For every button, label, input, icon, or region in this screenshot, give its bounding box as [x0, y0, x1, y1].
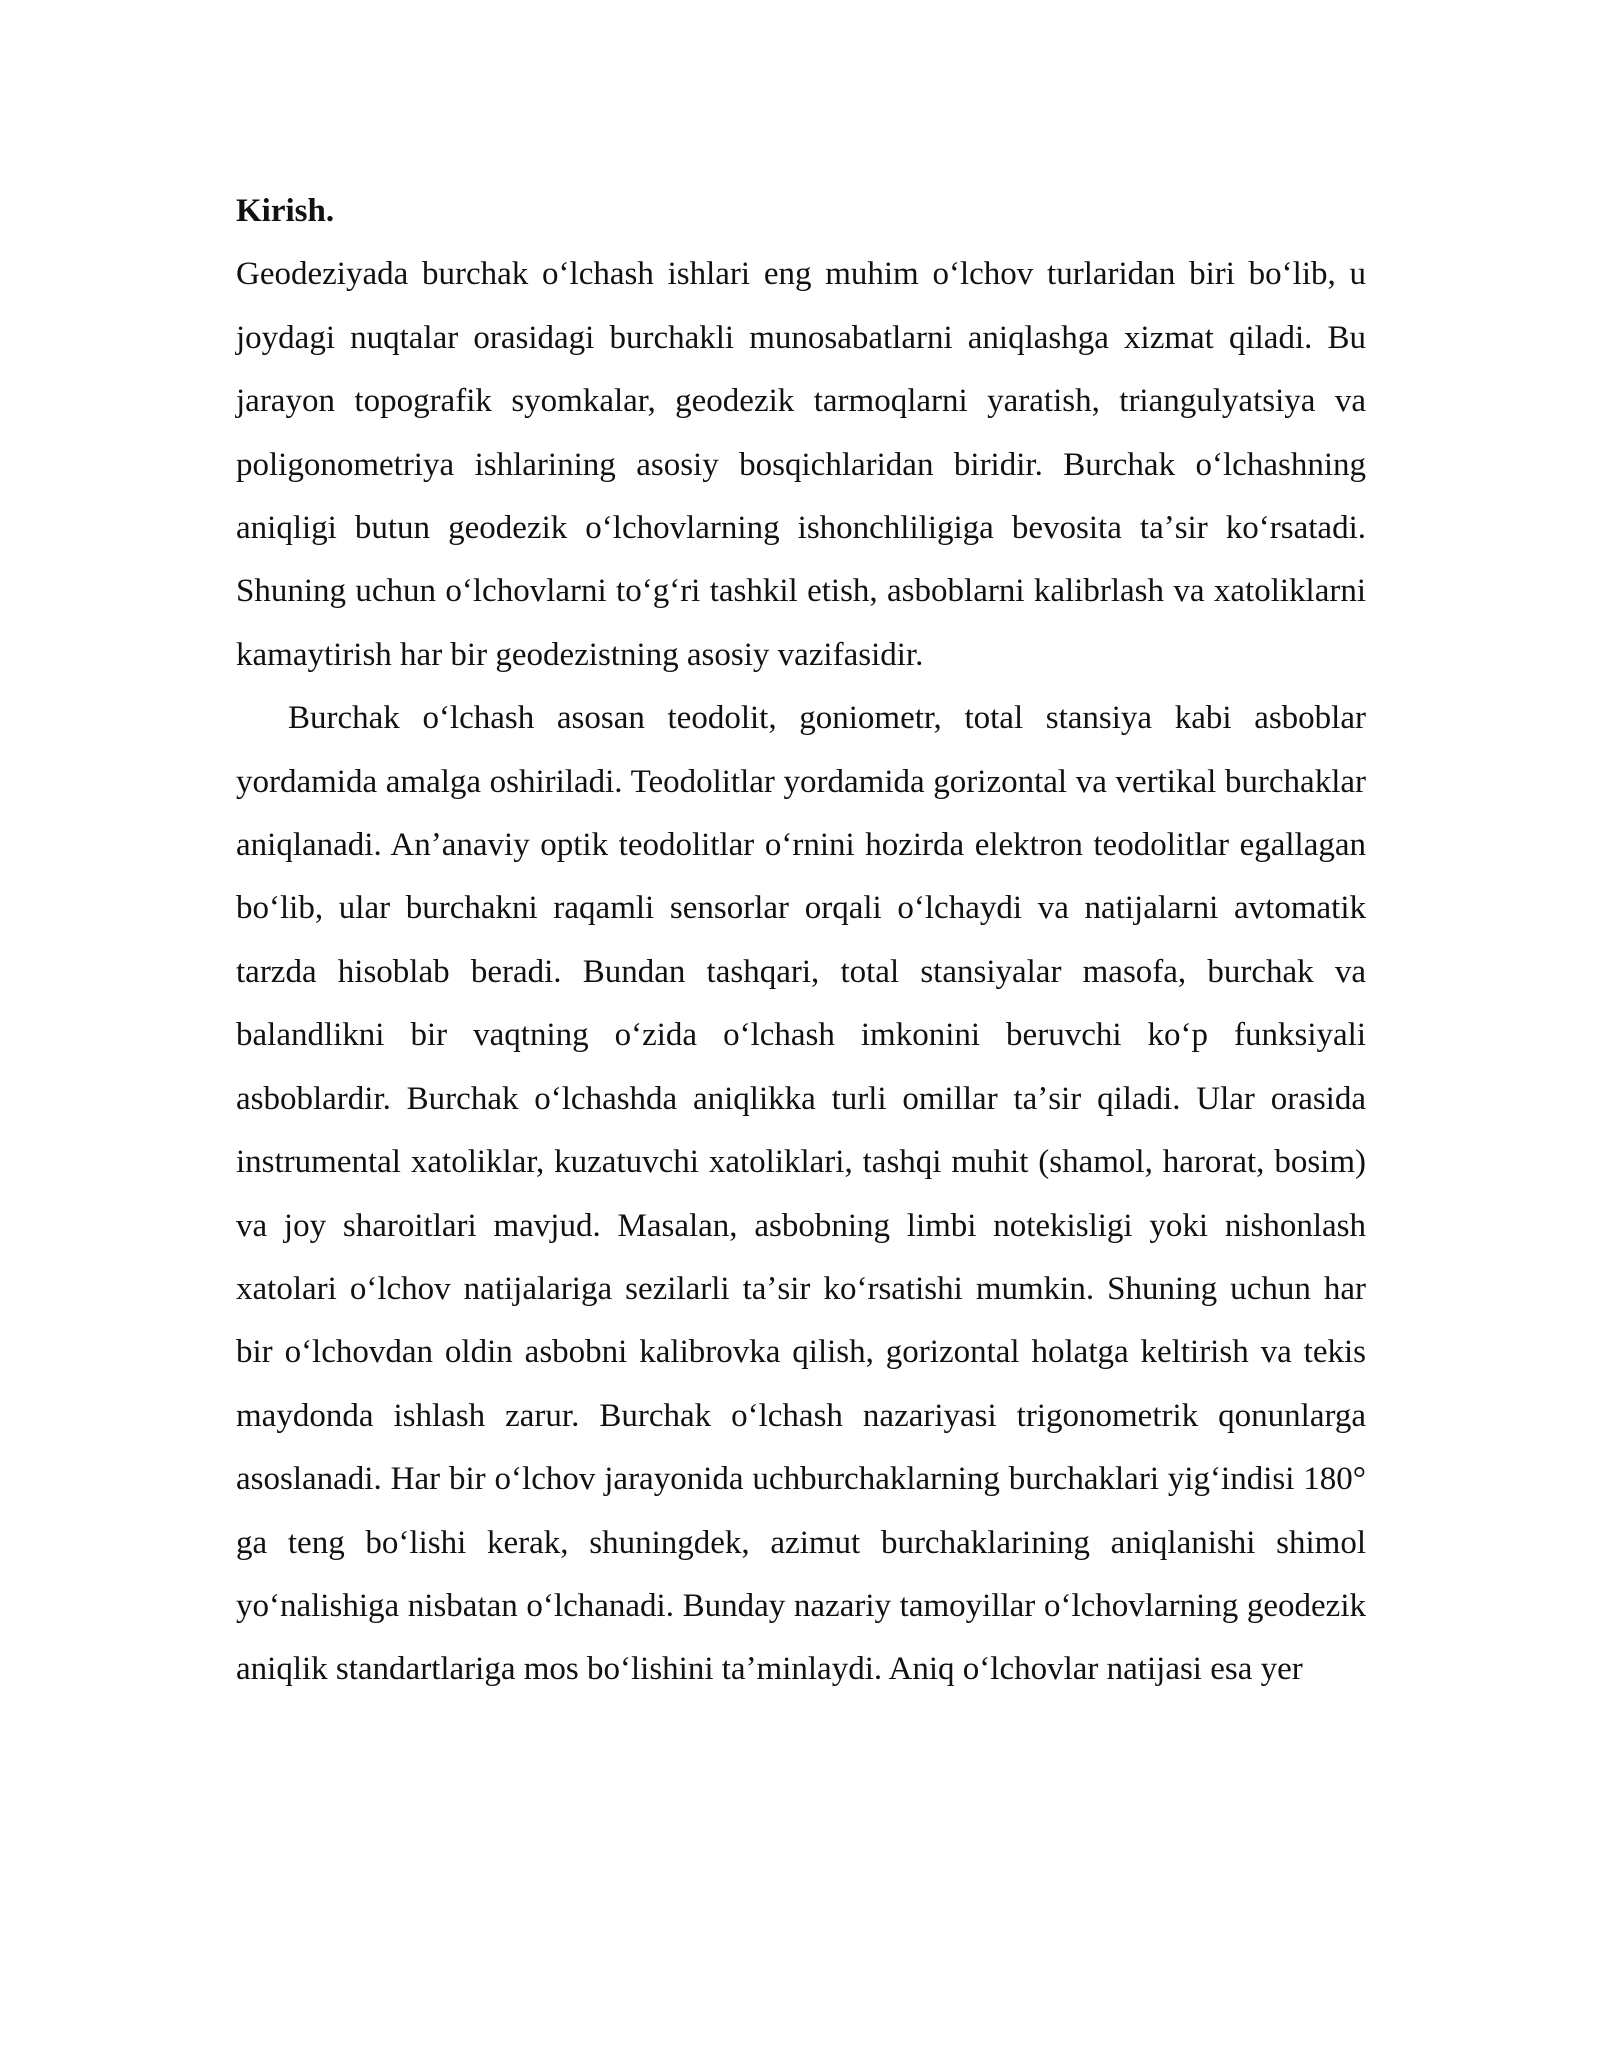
- section-heading: Kirish.: [236, 193, 335, 229]
- paragraph-instruments: Burchak oʻlchash asosan teodolit, goniometr, total stansiya kabi asboblar yordamida amalga oshiriladi. Teodolitlar yordamida gorizontal va vertikal burchaklar aniqlanadi. Anʼanaviy optik teodolitlar oʻrnini hozirda elektron teodolitlar egallagan boʻlib, ular burchakni raqamli sensorlar orqali oʻlchaydi va natijalarni avtomatik tarzda hisoblab beradi. Bundan tashqari, total stansiyalar masofa, burchak va balandlikni bir vaqtning oʻzida oʻlchash imkonini beruvchi koʻp funksiyali asboblardir. Burchak oʻlchashda aniqlikka turli omillar taʼsir qiladi. Ular orasida instrumental xatoliklar, kuzatuvchi xatoliklari, tashqi muhit (shamol, harorat, bosim) va joy sharoitlari mavjud. Masalan, asbobning limbi notekisligi yoki nishonlash xatolari oʻlchov natijalariga sezilarli taʼsir koʻrsatishi mumkin. Shuning uchun har bir oʻlchovdan oldin asbobni kalibrovka qilish, gorizontal holatga keltirish va tekis maydonda ishlash zarur. Burchak oʻlchash nazariyasi trigonometrik qonunlarga asoslanadi. Har bir oʻlchov jarayonida uchburchaklarning burchaklari yigʻindisi 180° ga teng boʻlishi kerak, shuningdek, azimut burchaklarining aniqlanishi shimol yoʻnalishiga nisbatan oʻlchanadi. Bunday nazariy tamoyillar oʻlchovlarning geodezik aniqlik standartlariga mos boʻlishini taʼminlaydi. Aniq oʻlchovlar natijasi esa yer: [236, 700, 1366, 1688]
- paragraph-introduction: Geodeziyada burchak oʻlchash ishlari eng muhim oʻlchov turlaridan biri boʻlib, u joydagi nuqtalar orasidagi burchakli munosabatlarni aniqlashga xizmat qiladi. Bu jarayon topografik syomkalar, geodezik tarmoqlarni yaratish, triangulyatsiya va poligonometriya ishlarining asosiy bosqichlaridan biridir. Burchak oʻlchashning aniqligi butun geodezik oʻlchovlarning ishonchliligiga bevosita taʼsir koʻrsatadi. Shuning uchun oʻlchovlarni toʻgʻri tashkil etish, asboblarni kalibrlash va xatoliklarni kamaytirish har bir geodezistning asosiy vazifasidir.: [236, 256, 1366, 673]
- document-page: [236, 180, 1366, 1702]
